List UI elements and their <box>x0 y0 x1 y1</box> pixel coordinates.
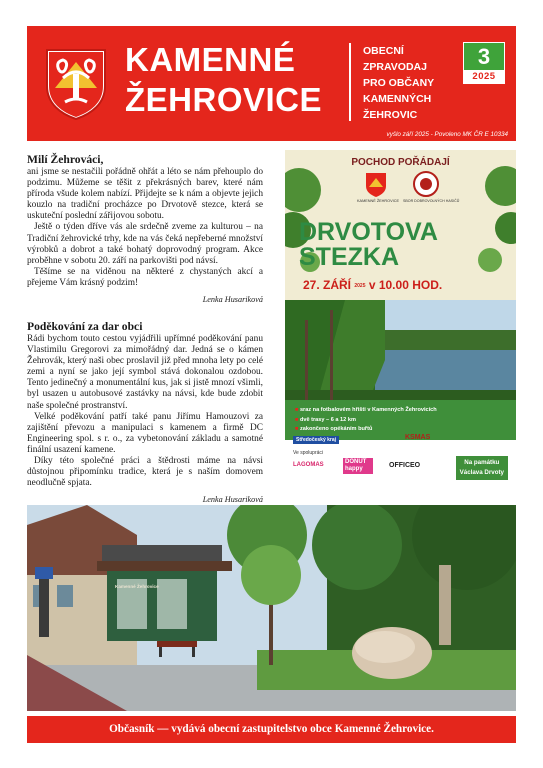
footer-text: Občasník — vydává obecní zastupitelstvo obce Kamenné Žehrovice. <box>109 723 434 735</box>
partner-logo-officeo: OFFICEO <box>389 462 421 469</box>
poster-title-line-1: DRVOTOVA <box>299 218 438 246</box>
article-signature: Lenka Husariková <box>202 295 263 305</box>
article-paragraph: Rádi bychom touto cestou vyjádřili upřímné poděkování panu Vlastimilu Gregorovi za mimořádný dar. Jedná se o kámen Žehrovák, který naši obec proslavil již před mnoha lety po celé zemi a nyní se jako její symbol stává dokonalou ozdobou. Tento jedinečný a monumentální kus, jak si jistě mnozí všimli, byl usazen u autobusové zastávky na návsi, kde bude zdobit naše společné prostranství. <box>27 334 263 411</box>
article-paragraph: Velké poděkování patří také panu Jiřímu Hamouzovi za zajištění převozu a manipulaci s kamenem a firmě DC Engineering spol. s r. o., za vybetonování základu a samotné finální usazení kamene. <box>27 411 263 455</box>
fire-brigade-emblem-icon <box>413 170 439 198</box>
issue-number: 3 <box>464 43 504 70</box>
event-poster <box>285 150 516 485</box>
article-heading: Poděkování za dar obci <box>27 320 143 333</box>
poster-memorial <box>456 456 508 480</box>
article-paragraph: Díky této společné práci a štědrosti máme na návsi důstojnou připomínku tradice, která je s naším domovem neodlučně spjata. <box>27 456 263 489</box>
newsletter-title <box>125 40 322 120</box>
subtitle-line: ZPRAVODAJ <box>363 61 427 73</box>
publication-note: vyšlo září 2025 - Povoleno MK ČR E 10334 <box>386 131 508 138</box>
square-photo-scene <box>27 505 516 711</box>
partners-label: Ve spolupráci <box>293 450 324 456</box>
poster-bullet: ■ sraz na fotbalovém hřišti v Kamenných Žehrovicích <box>295 406 437 416</box>
shop-sign: Kamenné Žehrovice <box>115 584 159 589</box>
subtitle-line: KAMENNÝCH <box>363 93 432 105</box>
poster-bullet: ■ dvě trasy – 6 a 12 km <box>295 416 437 426</box>
header-divider <box>349 43 351 121</box>
poster-title-line-2: STEZKA <box>299 243 399 271</box>
organizer-2-label: SBOR DOBROVOLNÝCH HASIČŮ <box>403 199 460 203</box>
title-line-1: KAMENNÉ <box>125 41 296 78</box>
article-paragraph: ani jsme se nestačili pořádně ohřát a léto se nám přehouplo do podzimu. Můžeme se těšit z překrásných barev, které nám příroda všude kolem nabízí. Přijdejte se k nám a objevte jejich kouzlo na tradiční procházce po Drvotově stezce, která se uskuteční poslední zářijovou sobotu. <box>27 167 263 222</box>
memorial-line-2: Václava Drvoty <box>459 469 504 476</box>
memorial-line-1: Na památku <box>464 459 500 466</box>
organizers-heading: POCHOD POŘÁDAJÍ <box>351 157 450 168</box>
issue-badge <box>463 42 505 84</box>
village-crest-icon <box>365 172 387 198</box>
article-signature: Lenka Husariková <box>202 495 263 505</box>
newsletter-subtitle <box>363 43 434 123</box>
article-heading: Milí Žehrováci, <box>27 153 104 166</box>
municipal-coat-of-arms <box>45 48 107 120</box>
article-thanks <box>27 320 263 505</box>
subtitle-line: OBECNÍ <box>363 45 404 57</box>
footer-bar <box>27 716 516 743</box>
subtitle-line: ŽEHROVIC <box>363 109 418 121</box>
partner-logo-lagomas: LAGOMAS <box>293 462 324 468</box>
poster-date <box>303 278 442 292</box>
title-line-2: ŽEHROVICE <box>125 81 323 118</box>
article-paragraph: Ještě o týden dříve vás ale srdečně zveme za kulturou – na Tradiční žehrovické trhy, kde na vás čeká nepřeberné množství výrobků a dobrot a také bohatý doprovodný program. Akce proběhne v sobotu 20. září na parkovišti pod návsí. <box>27 222 263 266</box>
village-square-photo <box>27 505 516 711</box>
poster-day: 27. ZÁŘÍ <box>303 278 352 292</box>
masthead <box>27 26 516 141</box>
poster-title <box>299 220 438 270</box>
subtitle-line: PRO OBČANY <box>363 77 435 89</box>
poster-year: 2025 <box>354 282 366 289</box>
issue-year: 2025 <box>472 71 496 82</box>
poster-bullet: ■ zakončeno opékáním buřtů <box>295 425 437 435</box>
sponsor-ksmas-logo: KSMAS <box>405 434 431 441</box>
partner-logo-donut: DONUT happy <box>343 458 373 474</box>
poster-time: v 10.00 HOD. <box>368 278 443 292</box>
article-paragraph: Těšíme se na viděnou na některé z chystaných akcí a přejeme Vám krásný podzim! <box>27 266 263 288</box>
organizer-1-label: KAMENNÉ ŽEHROVICE <box>357 199 399 203</box>
sponsor-region-logo: Středočeský kraj <box>293 436 339 444</box>
poster-details <box>295 406 437 435</box>
article-greeting <box>27 153 263 305</box>
